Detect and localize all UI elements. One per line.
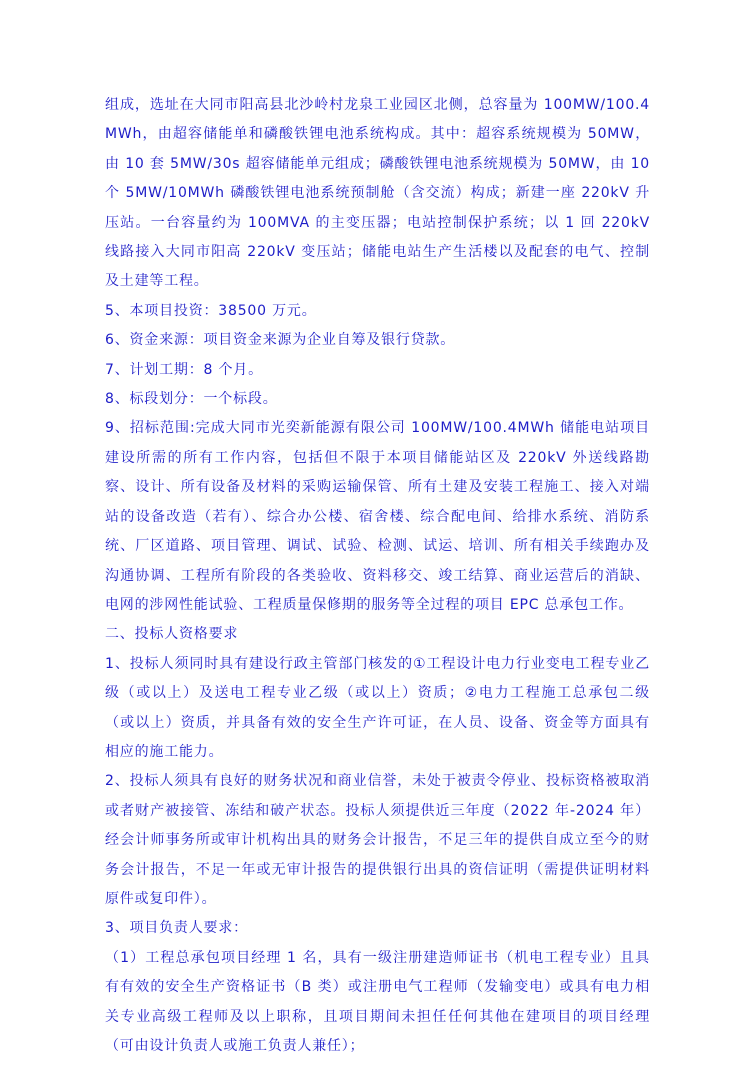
- paragraph-item-7-schedule: 7、计划工期：8 个月。: [105, 361, 263, 378]
- document-body: [105, 91, 650, 1061]
- heading-section-2-bidder-qualifications: 二、投标人资格要求: [105, 626, 239, 643]
- paragraph-item-9-bid-scope: 9、招标范围:完成大同市光奕新能源有限公司 100MW/100.4MWh 储能电站项目建设所需的所有工作内容，包括但不限于本项目储能站区及 220kV 外送线路勘察、设计、所有设备及材料的采购运输保管、所有土建及安装工程施工、接入对端站的设备改造（若有）、综合办公楼、宿舍楼、综合配电间、给排水系统、消防系统、厂区道路、项目管理、调试、试验、检测、试运、培训、所有相关手续跑办及沟通协调、工程所有阶段的各类验收、资料移交、竣工结算、商业运营后的消缺、电网的涉网性能试验、工程质量保修期的服务等全过程的项目 EPC 总承包工作。: [105, 420, 650, 613]
- paragraph-qualification-2: 2、投标人须具有良好的财务状况和商业信誉，未处于被责令停业、投标资格被取消或者财产被接管、冻结和破产状态。投标人须提供近三年度（2022 年-2024 年）经会计师事务所或审计机构出具的财务会计报告，不足三年的提供自成立至今的财务会计报告，不足一年或无审计报告的提供银行出具的资信证明（需提供证明材料原件或复印件）。: [105, 773, 650, 907]
- paragraph-project-composition: 组成，选址在大同市阳高县北沙岭村龙泉工业园区北侧，总容量为 100MW/100.4MWh，由超容储能单和磷酸铁锂电池系统构成。其中：超容系统规模为 50MW，由 10 套 5MW/30s 超容储能单元组成；磷酸铁锂电池系统规模为 50MW，由 10 个 5MW/10MWh 磷酸铁锂电池系统预制舱（含交流）构成；新建一座 220kV 升压站。一台容量约为 100MVA 的主变压器；电站控制保护系统；以 1 回 220kV 线路接入大同市阳高 220kV 变压站；储能电站生产生活楼以及配套的电气、控制及土建等工程。: [105, 97, 650, 290]
- paragraph-item-6-funding-source: 6、资金来源：项目资金来源为企业自筹及银行贷款。: [105, 332, 456, 349]
- paragraph-project-manager-requirement: （1）工程总承包项目经理 1 名，具有一级注册建造师证书（机电工程专业）且具有有效的安全生产资格证书（B 类）或注册电气工程师（发输变电）或具有电力相关专业高级工程师及以上职称，且项目期间未担任任何其他在建项目的项目经理（可由设计负责人或施工负责人兼任）；: [105, 949, 650, 1054]
- paragraph-qualification-3-heading: 3、项目负责人要求：: [105, 920, 248, 937]
- paragraph-item-5-investment: 5、本项目投资：38500 万元。: [105, 302, 317, 319]
- paragraph-qualification-1: 1、投标人须同时具有建设行政主管部门核发的①工程设计电力行业变电工程专业乙级（或以上）及送电工程专业乙级（或以上）资质；②电力工程施工总承包二级（或以上）资质，并具备有效的安全生产许可证，在人员、设备、资金等方面具有相应的施工能力。: [105, 655, 650, 760]
- paragraph-item-8-bid-sections: 8、标段划分：一个标段。: [105, 391, 278, 408]
